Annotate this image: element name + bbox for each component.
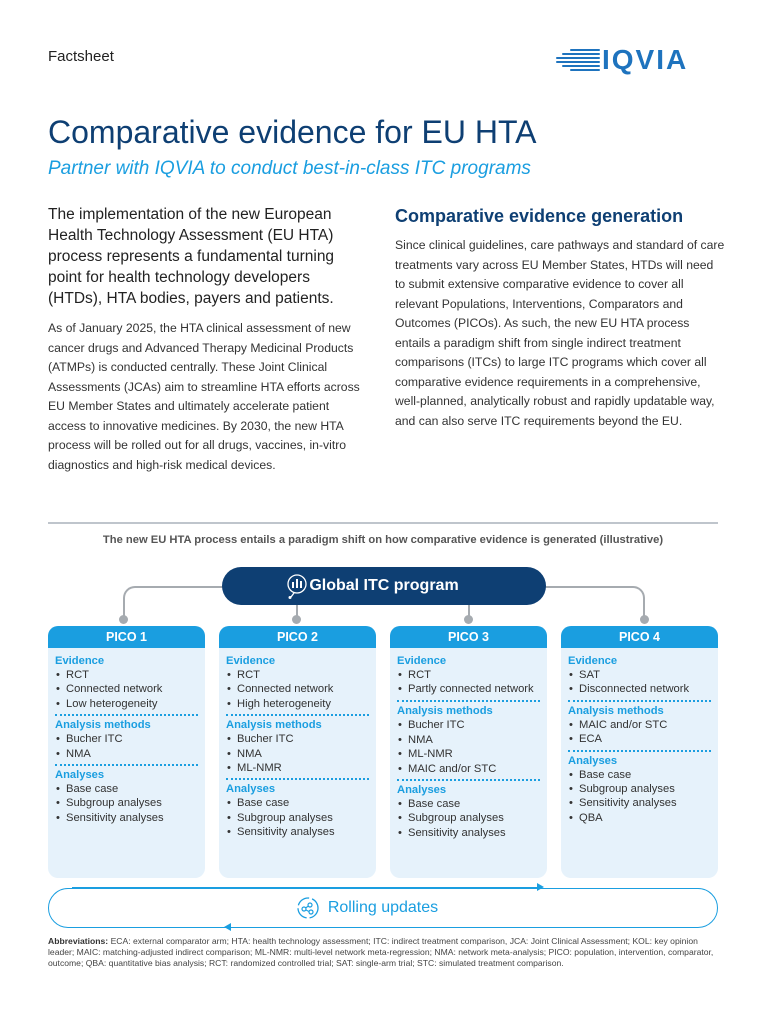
- analysis-item: • Sensitivity analyses: [226, 825, 369, 839]
- arrow-left-icon: [226, 927, 696, 928]
- method-item: • Bucher ITC: [397, 718, 540, 732]
- method-item: • ECA: [568, 732, 711, 746]
- method-item: • MAIC and/or STC: [397, 762, 540, 776]
- dotted-separator: [226, 714, 369, 716]
- logo-lines-icon: [554, 47, 600, 73]
- methods-label: Analysis methods: [568, 704, 664, 717]
- section-divider: [48, 522, 718, 524]
- evidence-item: • Connected network: [226, 682, 369, 696]
- methods-label: Analysis methods: [397, 705, 493, 718]
- left-body-paragraph: As of January 2025, the HTA clinical assessment of new cancer drugs and Advanced Therapy Medicinal Products (ATMPs) is conducted centrally. These Joint Clinical Assessments (JCAs) aim to streamline HTA efforts across EU Member States and ultimately accelerate patient access to innovative medicines. By 2030, the new HTA process will be rolled out for all drugs, vaccines, in-vitro diagnostics and high-risk medical devices.: [48, 321, 360, 472]
- dotted-separator: [568, 750, 711, 752]
- connector-dot: [119, 615, 128, 624]
- doc-type-label: Factsheet: [48, 48, 114, 65]
- evidence-item: • RCT: [226, 668, 369, 682]
- method-item: • ML-NMR: [397, 747, 540, 761]
- page-title: Comparative evidence for EU HTA: [48, 114, 537, 150]
- right-body-paragraph: Since clinical guidelines, care pathways and standard of care treatments vary across EU Member States, HTDs will need to submit extensive comparative evidence to cover all relevant Populations, Interventions, Comparators and Outcomes (PICOs). As such, the new EU HTA process entails a paradigm shift from single indirect treatment comparisons (ITCs) to large ITC programs which cover all comparative evidence requirements in a comprehensive, well-planned, analytically robust and rapidly updatable way, and can also serve ITC requirements beyond the EU.: [395, 238, 725, 428]
- abbreviations-footnote: [48, 936, 720, 968]
- analysis-item: • Sensitivity analyses: [568, 796, 711, 810]
- analyses-label: Analyses: [55, 769, 105, 782]
- cycle-icon: [295, 895, 321, 921]
- evidence-label: Evidence: [568, 655, 618, 667]
- dotted-separator: [55, 764, 198, 766]
- analysis-item: • Subgroup analyses: [568, 782, 711, 796]
- pico-title: PICO 4: [561, 626, 718, 648]
- pico-title: PICO 3: [390, 626, 547, 648]
- analysis-item: • QBA: [568, 811, 711, 825]
- connector-dot: [464, 615, 473, 624]
- rolling-updates-banner: [48, 888, 718, 928]
- analysis-item: • Subgroup analyses: [397, 811, 540, 825]
- connector-right: [545, 586, 645, 618]
- pico-card-2: [219, 626, 376, 878]
- method-item: • NMA: [226, 747, 369, 761]
- method-item: • MAIC and/or STC: [568, 718, 711, 732]
- analyses-label: Analyses: [568, 754, 618, 767]
- analyses-label: Analyses: [397, 784, 447, 797]
- dotted-separator: [55, 714, 198, 716]
- evidence-item: • High heterogeneity: [226, 697, 369, 711]
- methods-label: Analysis methods: [55, 719, 151, 732]
- method-item: • NMA: [55, 747, 198, 761]
- network-analysis-icon: [284, 573, 310, 599]
- section-heading: Comparative evidence generation: [395, 206, 684, 226]
- pico-card-1: [48, 626, 205, 878]
- logo-wordmark: IQVIA: [602, 44, 689, 75]
- evidence-item: • SAT: [568, 668, 711, 682]
- analysis-item: • Base case: [55, 782, 198, 796]
- evidence-label: Evidence: [226, 655, 276, 667]
- pico-title: PICO 2: [219, 626, 376, 648]
- dotted-separator: [568, 700, 711, 702]
- analysis-item: • Base case: [397, 797, 540, 811]
- evidence-label: Evidence: [397, 655, 447, 667]
- pico-card-3: [390, 626, 547, 878]
- method-item: • NMA: [397, 733, 540, 747]
- rolling-updates-label: Rolling updates: [327, 899, 439, 916]
- iqvia-logo: [554, 44, 724, 76]
- method-item: • Bucher ITC: [226, 732, 369, 746]
- methods-label: Analysis methods: [226, 719, 322, 732]
- analysis-item: • Base case: [226, 796, 369, 810]
- global-itc-program-banner: [222, 567, 546, 605]
- evidence-item: • Low heterogeneity: [55, 697, 198, 711]
- lead-paragraph: The implementation of the new European Health Technology Assessment (EU HTA) process represents a fundamental turning point for health technology developers (HTDs), HTA bodies, payers and patients.: [48, 206, 335, 307]
- evidence-label: Evidence: [55, 655, 105, 667]
- analysis-item: • Sensitivity analyses: [397, 826, 540, 840]
- dotted-separator: [397, 700, 540, 702]
- analysis-item: • Sensitivity analyses: [55, 811, 198, 825]
- evidence-item: • RCT: [397, 668, 540, 682]
- connector-left: [123, 586, 223, 618]
- page-subtitle: Partner with IQVIA to conduct best-in-class ITC programs: [48, 158, 531, 179]
- figure-caption: The new EU HTA process entails a paradigm shift on how comparative evidence is generated (illustrative): [102, 534, 664, 546]
- evidence-item: • Disconnected network: [568, 682, 711, 696]
- method-item: • ML-NMR: [226, 761, 369, 775]
- method-item: • Bucher ITC: [55, 732, 198, 746]
- evidence-item: • RCT: [55, 668, 198, 682]
- global-itc-program-label: Global ITC program: [309, 577, 459, 594]
- analysis-item: • Base case: [568, 768, 711, 782]
- connector-dot: [292, 615, 301, 624]
- evidence-item: • Partly connected network: [397, 682, 540, 697]
- evidence-item: • Connected network: [55, 682, 198, 696]
- analyses-label: Analyses: [226, 783, 276, 796]
- abbreviations-label: Abbreviations:: [48, 936, 109, 946]
- dotted-separator: [397, 779, 540, 781]
- abbreviations-text: ECA: external comparator arm; HTA: health technology assessment; ITC: indirect treatment comparison, JCA: Joint Clinical Assessment; KOL: key opinion leader; MAIC: matching-adjusted indirect comparison; ML-NMR: multi-level network meta-regression; NMA: network meta-analysis; PICO: population, intervention, comparator, outcome; QBA: quantitative bias analysis; RCT: randomized controlled trial; SAT: single-arm trial; STC: simulated treatment comparison.: [48, 936, 714, 968]
- arrow-right-icon: [72, 887, 542, 888]
- pico-card-4: [561, 626, 718, 878]
- dotted-separator: [226, 778, 369, 780]
- pico-title: PICO 1: [48, 626, 205, 648]
- connector-dot: [640, 615, 649, 624]
- analysis-item: • Subgroup analyses: [226, 811, 369, 825]
- analysis-item: • Subgroup analyses: [55, 796, 198, 810]
